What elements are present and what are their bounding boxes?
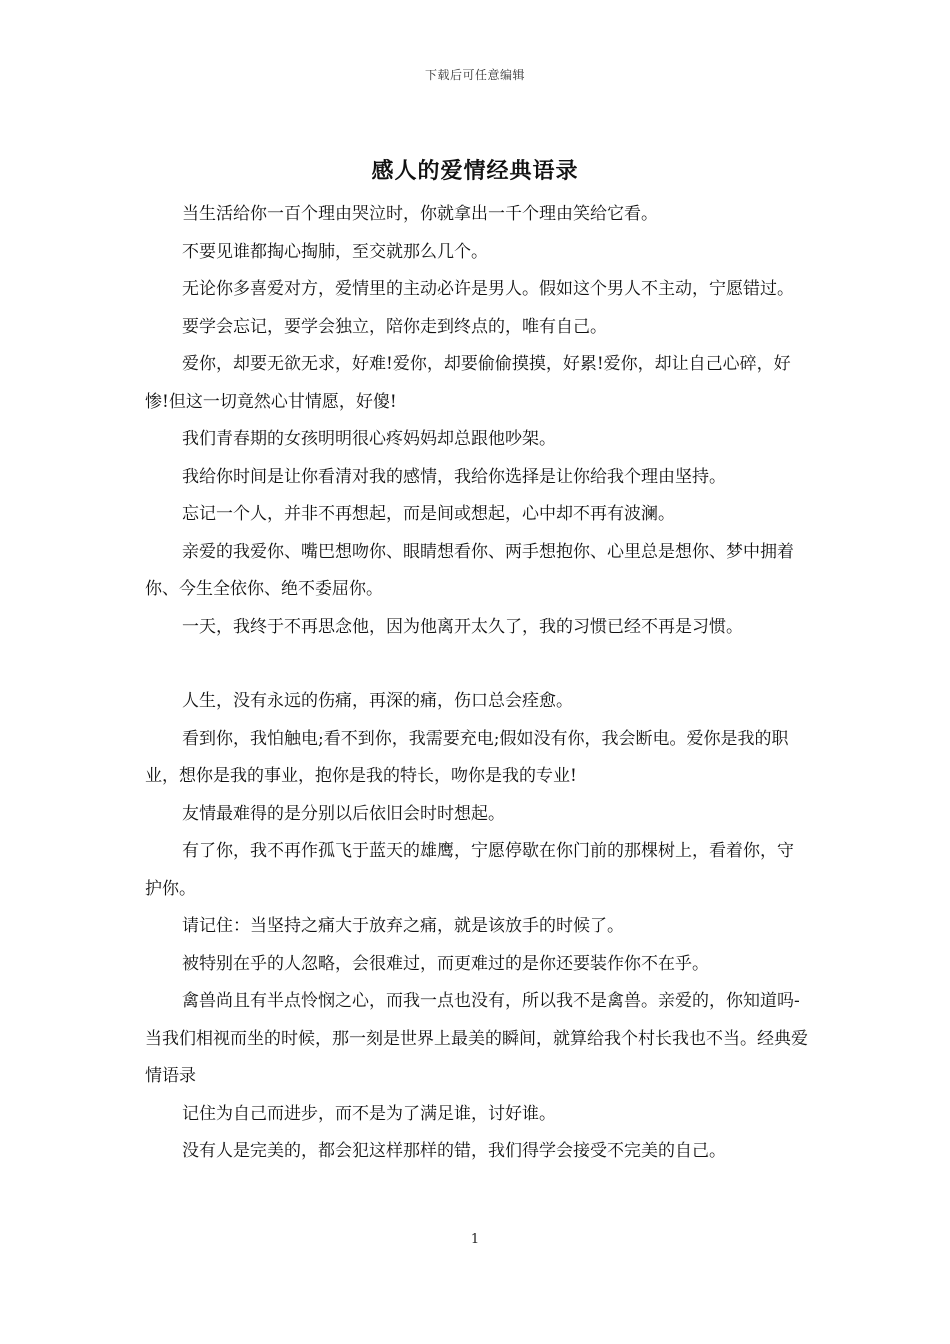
paragraph: 我给你时间是让你看清对我的感情，我给你选择是让你给我个理由坚持。 xyxy=(182,466,726,487)
paragraph: 看到你，我怕触电;看不到你，我需要充电;假如没有你，我会断电。爱你是我的职业，想你是我的事业，抱你是我的特长，吻你是我的专业! xyxy=(145,728,789,786)
paragraph: 被特别在乎的人忽略，会很难过，而更难过的是你还要装作你不在乎。 xyxy=(182,953,709,974)
paragraph: 忘记一个人，并非不再想起，而是间或想起，心中却不再有波澜。 xyxy=(182,504,675,524)
page-number: 1 xyxy=(470,1232,480,1247)
header-note: 下载后可任意编辑 xyxy=(424,68,525,82)
paragraph: 有了你，我不再作孤飞于蓝天的雄鹰，宁愿停歇在你门前的那棵树上，看着你，守护你。 xyxy=(145,841,794,899)
paragraph: 禽兽尚且有半点怜悯之心，而我一点也没有，所以我不是禽兽。亲爱的，你知道吗-当我们相视而坐的时候，那一刻是世界上最美的瞬间，就算给我个村长我也不当。经典爱情语录 xyxy=(145,991,808,1086)
paragraph: 请记住：当坚持之痛大于放弃之痛，就是该放手的时候了。 xyxy=(182,916,624,936)
paragraph: 当生活给你一百个理由哭泣时，你就拿出一千个理由笑给它看。 xyxy=(182,204,658,224)
paragraph: 没有人是完美的，都会犯这样那样的错，我们得学会接受不完美的自己。 xyxy=(182,1141,726,1161)
paragraph: 我们青春期的女孩明明很心疼妈妈却总跟他吵架。 xyxy=(182,429,556,449)
document-body xyxy=(145,196,810,1171)
paragraph: 要学会忘记，要学会独立，陪你走到终点的，唯有自己。 xyxy=(182,316,607,337)
paragraph: 记住为自己而进步，而不是为了满足谁，讨好谁。 xyxy=(182,1103,556,1124)
paragraph: 无论你多喜爱对方，爱情里的主动必许是男人。假如这个男人不主动，宁愿错过。 xyxy=(182,279,794,299)
paragraph: 人生，没有永远的伤痛，再深的痛，伤口总会痊愈。 xyxy=(182,691,573,711)
paragraph: 不要见谁都掏心掏肺，至交就那么几个。 xyxy=(182,241,488,262)
paragraph: 友情最难得的是分别以后依旧会时时想起。 xyxy=(182,803,505,824)
paragraph: 爱你，却要无欲无求，好难!爱你，却要偷偷摸摸，好累!爱你，却让自己心碎，好惨!但这一切竟然心甘情愿，好傻! xyxy=(145,354,791,412)
paragraph: 亲爱的我爱你、嘴巴想吻你、眼睛想看你、两手想抱你、心里总是想你、梦中拥着你、今生全依你、绝不委屈你。 xyxy=(145,541,794,599)
document-title: 感人的爱情经典语录 xyxy=(371,158,579,184)
paragraph: 一天，我终于不再思念他，因为他离开太久了，我的习惯已经不再是习惯。 xyxy=(182,616,743,637)
